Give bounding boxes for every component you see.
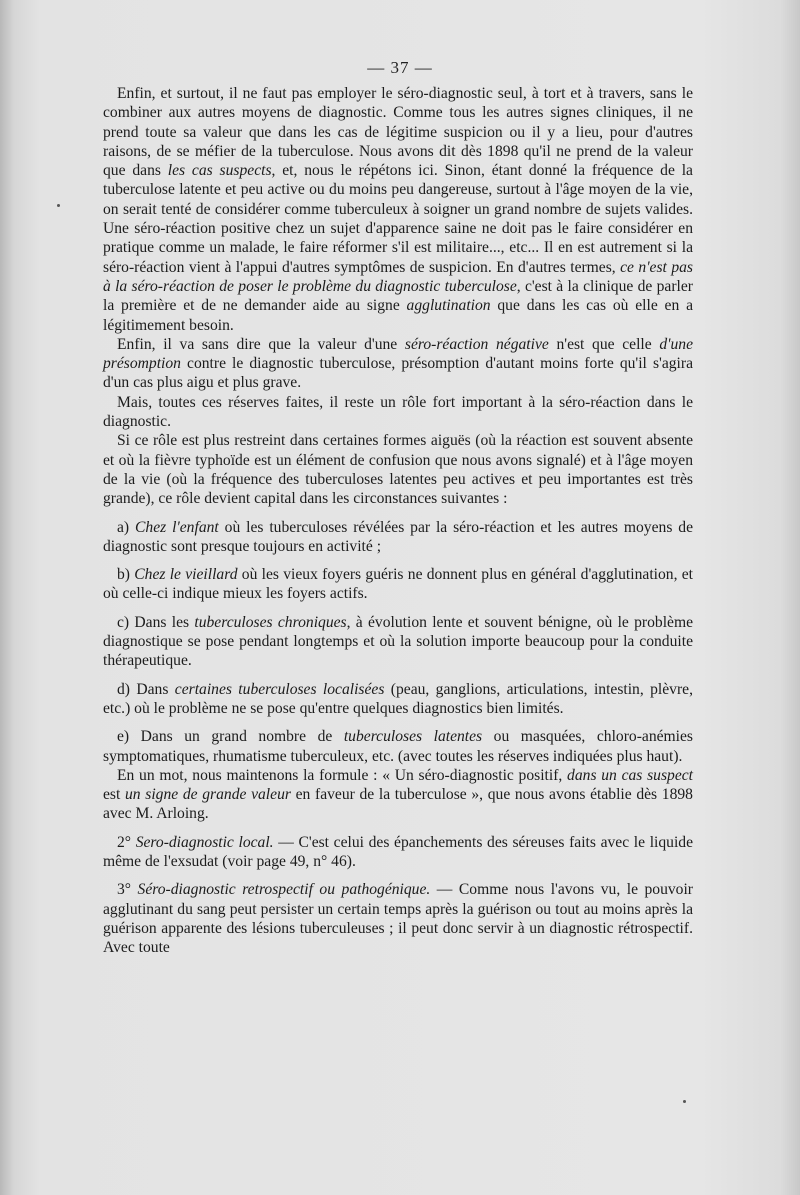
paragraph-6: 2° Sero-diagnostic local. — C'est celui des épanchements des séreuses faits avec le liquide même de l'exsudat (voir page 49, n° 46). xyxy=(103,833,693,870)
page-number: — 37 — xyxy=(367,58,433,77)
list-item-c: c) Dans les tuberculoses chroniques, à évolution lente et souvent bénigne, où le problème diagnostique se pose pendant longtemps et où la solution importe beaucoup pour la conduite thérapeutique. xyxy=(103,613,693,670)
body-text xyxy=(103,84,693,960)
list-item-e: e) Dans un grand nombre de tuberculoses latentes ou masquées, chloro-anémies symptomatiques, rhumatisme tuberculeux, etc. (avec toutes les réserves indiquées plus haut). xyxy=(103,728,693,765)
list-item-d: d) Dans certaines tuberculoses localisées (peau, ganglions, articulations, intestin, plèvre, etc.) où le problème ne se pose qu'entre quelques diagnostics bien limités. xyxy=(103,680,693,717)
paragraph-5: En un mot, nous maintenons la formule : « Un séro-diagnostic positif, dans un cas suspect est un signe de grande valeur en faveur de la tuberculose », que nous avons établie dès 1898 avec M. Arloing. xyxy=(103,766,693,823)
ink-speck xyxy=(57,204,60,207)
list-item-b: b) Chez le vieillard où les vieux foyers guéris ne donnent plus en général d'agglutination, et où celle-ci indique mieux les foyers actifs. xyxy=(103,566,693,603)
paragraph-1: Enfin, et surtout, il ne faut pas employer le séro-diagnostic seul, à tort et à travers, sans le combiner aux autres moyens de diagnostic. Comme tous les autres signes cliniques, il ne prend toute sa valeur que dans les cas de légitime suspicion ou il y a lieu, pour d'autres raisons, de se méfier de la tuberculose. Nous avons dit dès 1898 qu'il ne prend de la valeur que dans les cas suspects, et, nous le répétons ici. Sinon, étant donné la fréquence de la tuberculose latente et peu active ou du moins peu dangereuse, surtout à l'âge moyen de la vie, on serait tenté de considérer comme tuberculeux à soigner un grand nombre de sujets valides. Une séro-réaction positive chez un sujet d'apparence saine ne doit pas le faire considérer en pratique comme un malade, le faire réformer s'il est militaire..., etc... Il en est autrement si la séro-réaction vient à l'appui d'autres symptômes de suspicion. En d'autres termes, ce n'est pas à la séro-réaction de poser le problème du diagnostic tuberculose, c'est à la clinique de parler la première et de ne demander aide au signe agglutination que dans les cas où elle en a légitimement besoin. xyxy=(103,85,693,334)
paragraph-4: Si ce rôle est plus restreint dans certaines formes aiguës (où la réaction est souvent absente et où la fièvre typhoïde est un élément de confusion que nous avons signalé) et à l'âge moyen de la vie (où la fréquence des tuberculoses latentes peu actives et peu importantes est très grande), ce rôle devient capital dans les circonstances suivantes : xyxy=(103,432,693,508)
list-item-a: a) Chez l'enfant où les tuberculoses révélées par la séro-réaction et les autres moyens de diagnostic sont presque toujours en activité ; xyxy=(103,518,694,555)
ink-speck xyxy=(683,1100,686,1103)
paragraph-3: Mais, toutes ces réserves faites, il reste un rôle fort important à la séro-réaction dans le diagnostic. xyxy=(103,393,693,431)
paragraph-7: 3° Séro-diagnostic retrospectif ou pathogénique. — Comme nous l'avons vu, le pouvoir agglutinant du sang peut persister un certain temps après la guérison ou tout au moins après la guérison apparente des lésions tuberculeuses ; il peut donc servir à un diagnostic rétrospectif. Avec toute xyxy=(103,881,693,957)
paragraph-2: Enfin, il va sans dire que la valeur d'une séro-réaction négative n'est que celle d'une présomption contre le diagnostic tuberculose, présomption d'autant moins forte qu'il s'agira d'un cas plus aigu et plus grave. xyxy=(103,335,693,392)
